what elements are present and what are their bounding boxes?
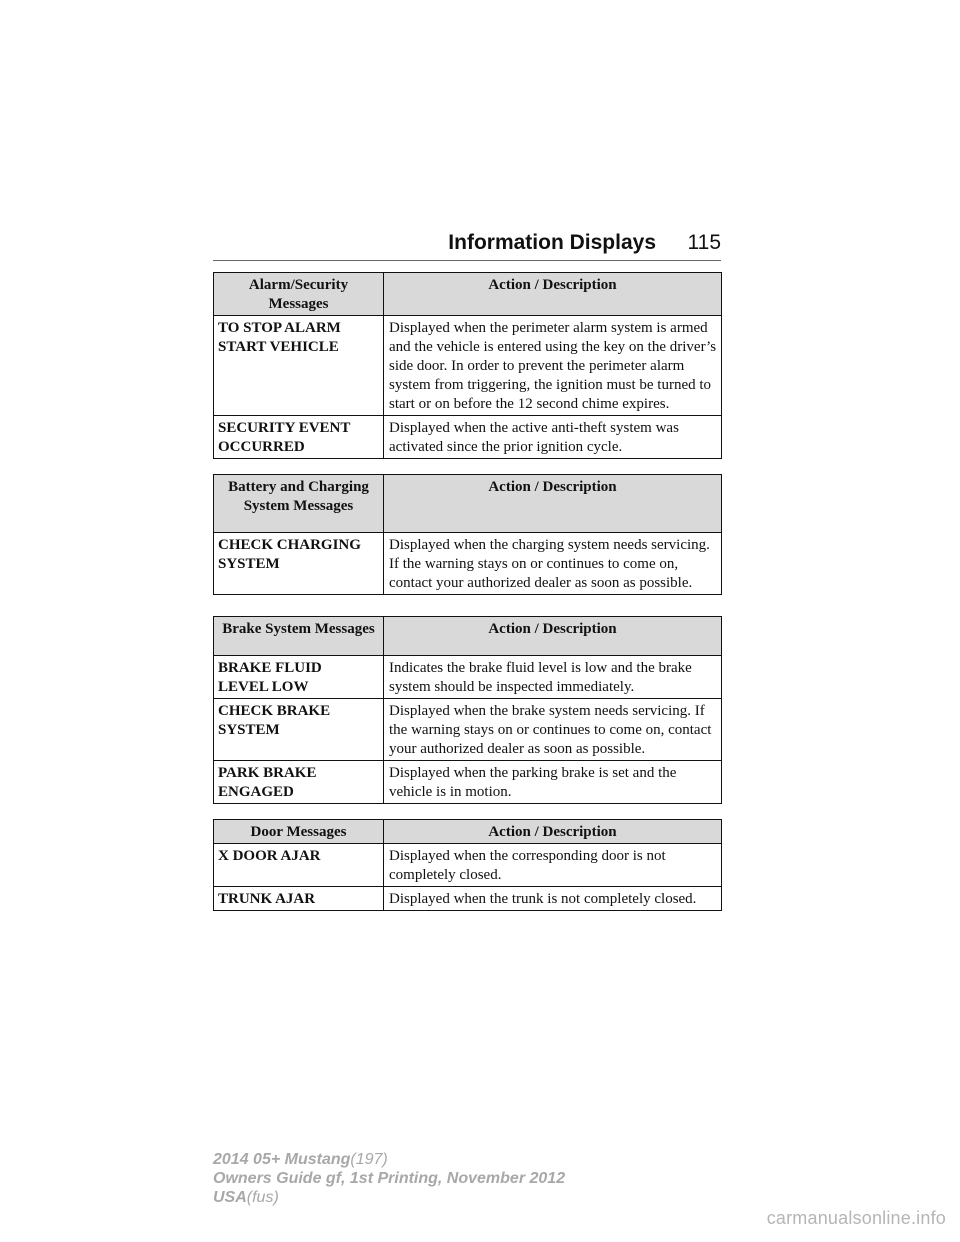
column-header-messages: Brake System Messages	[214, 617, 384, 656]
table-row	[214, 844, 722, 887]
message-description: Displayed when the perimeter alarm system is armed and the vehicle is entered using the key on the driver’s side door. In order to prevent the perimeter alarm system from triggering, the ignition must be turned to start or on before the 12 second chime expires.	[384, 316, 722, 416]
table-header-row	[214, 617, 722, 656]
footer-printing: Owners Guide gf, 1st Printing, November 2012	[213, 1170, 566, 1187]
table-row	[214, 416, 722, 459]
column-header-messages: Battery and Charging System Messages	[214, 475, 384, 533]
brake-system-table	[213, 616, 722, 804]
footer-model-code: (197)	[350, 1151, 388, 1168]
column-header-messages: Door Messages	[214, 820, 384, 844]
message-name: X DOOR AJAR	[214, 844, 384, 887]
table-row	[214, 533, 722, 595]
table-row	[214, 699, 722, 761]
footer-line-market	[213, 1188, 565, 1207]
column-header-action: Action / Description	[384, 820, 722, 844]
print-footer	[213, 1150, 565, 1207]
battery-charging-table	[213, 474, 722, 595]
column-header-action: Action / Description	[384, 617, 722, 656]
column-header-messages: Alarm/Security Messages	[214, 273, 384, 316]
footer-model: 2014 05+ Mustang	[213, 1151, 351, 1168]
table-row	[214, 656, 722, 699]
table-header-row	[214, 273, 722, 316]
message-name: SECURITY EVENT OCCURRED	[214, 416, 384, 459]
alarm-security-table	[213, 272, 722, 459]
watermark: carmanualsonline.info	[766, 1208, 946, 1228]
footer-line-printing	[213, 1169, 565, 1188]
door-messages-table	[213, 819, 722, 911]
footer-line-model	[213, 1150, 565, 1169]
message-description: Displayed when the charging system needs servicing. If the warning stays on or continues to come on, contact your authorized dealer as soon as possible.	[384, 533, 722, 595]
footer-market-code: (fus)	[246, 1189, 279, 1206]
column-header-action: Action / Description	[384, 273, 722, 316]
message-name: CHECK BRAKE SYSTEM	[214, 699, 384, 761]
table-header-row	[214, 820, 722, 844]
column-header-action: Action / Description	[384, 475, 722, 533]
message-name: CHECK CHARGING SYSTEM	[214, 533, 384, 595]
table-header-row	[214, 475, 722, 533]
message-description: Displayed when the brake system needs servicing. If the warning stays on or continues to come on, contact your authorized dealer as soon as possible.	[384, 699, 722, 761]
message-description: Displayed when the active anti-theft system was activated since the prior ignition cycle.	[384, 416, 722, 459]
footer-market: USA	[213, 1189, 247, 1206]
message-name: TO STOP ALARM START VEHICLE	[214, 316, 384, 416]
message-description: Displayed when the corresponding door is not completely closed.	[384, 844, 722, 887]
section-title: Information Displays	[448, 231, 656, 254]
message-name: TRUNK AJAR	[214, 887, 384, 911]
message-description: Displayed when the trunk is not completely closed.	[384, 887, 722, 911]
table-row	[214, 316, 722, 416]
table-row	[214, 887, 722, 911]
message-description: Indicates the brake fluid level is low and the brake system should be inspected immediately.	[384, 656, 722, 699]
message-description: Displayed when the parking brake is set and the vehicle is in motion.	[384, 761, 722, 804]
table-row	[214, 761, 722, 804]
message-name: BRAKE FLUID LEVEL LOW	[214, 656, 384, 699]
page-header	[213, 228, 721, 261]
page-number: 115	[687, 231, 721, 254]
message-name: PARK BRAKE ENGAGED	[214, 761, 384, 804]
